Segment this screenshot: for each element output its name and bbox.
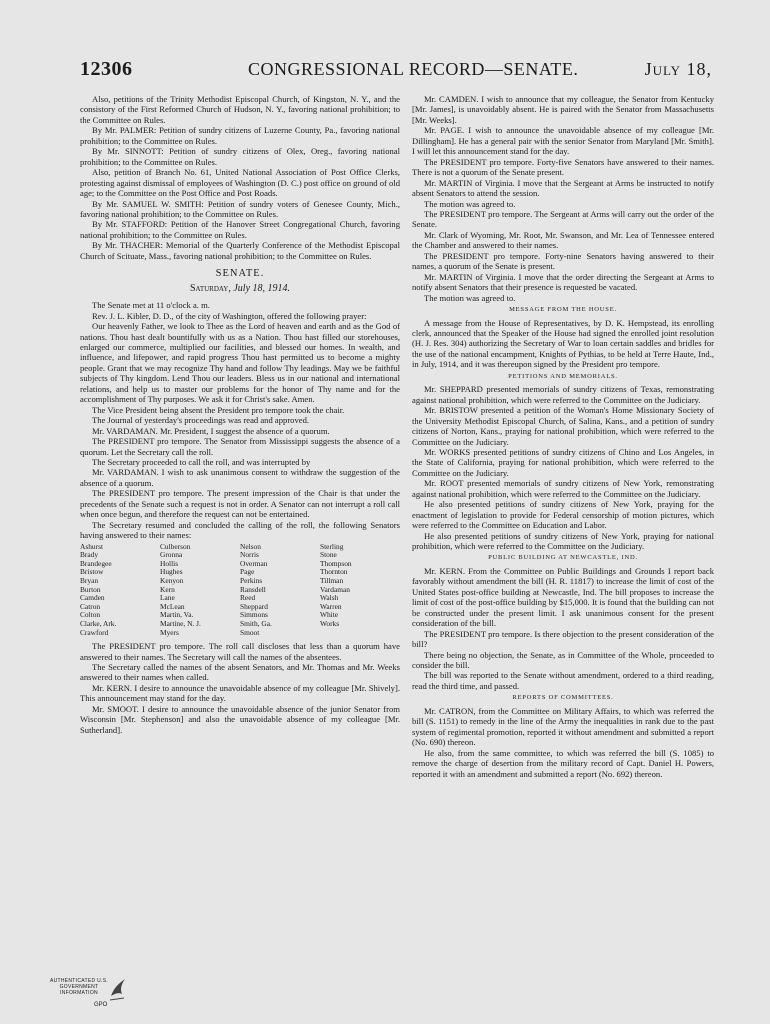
heading-message-house: MESSAGE FROM THE HOUSE. — [509, 306, 617, 314]
paragraph: The Secretary proceeded to call the roll, and was interrupted by — [92, 456, 311, 467]
senator-name: Clarke, Ark. — [80, 618, 117, 628]
page-header — [80, 58, 712, 88]
senator-name: Thornton — [320, 567, 348, 577]
senator-name: Stone — [320, 550, 337, 560]
senator-name: Smith, Ga. — [240, 618, 272, 628]
senator-name: Brady — [80, 550, 99, 560]
senator-name: Sterling — [320, 541, 344, 551]
right-message — [412, 318, 714, 370]
senator-name: Culberson — [160, 541, 191, 551]
paragraph: The motion was agreed to. — [424, 198, 516, 209]
paragraph: Mr. PAGE. I wish to announce the unavoidable absence of my colleague [Mr. Dillingham]. He has a general pair with the senior Senator from Maryland [Mr. Smith]. I will let this announcement stand for the day. — [412, 125, 714, 157]
senator-name: Crawford — [80, 627, 109, 637]
right-quorum — [412, 94, 714, 303]
paragraph: The Senate met at 11 o'clock a. m. — [92, 300, 210, 311]
session-date-text: July 18, 1914. — [233, 282, 291, 294]
paragraph: Rev. J. L. Kibler, D. D., of the city of Washington, offered the following prayer: — [92, 310, 367, 321]
paragraph: He also presented petitions of sundry citizens of New York, praying for the enactment of legislation to provide for Federal censorship of motion pictures, which were referred to the Committee on Education and Labor. — [412, 499, 714, 531]
paragraph: By Mr. THACHER: Memorial of the Quarterly Conference of the Methodist Episcopal Church of Scituate, Mass., favoring national prohibition; to the Committee on Rules. — [80, 240, 400, 261]
senator-name: Simmons — [240, 610, 268, 620]
paragraph: There being no objection, the Senate, as in Committee of the Whole, proceeded to consider the bill. — [412, 649, 714, 671]
senate-heading: SENATE. — [215, 268, 265, 280]
senator-name: Nelson — [240, 541, 261, 551]
left-petitions — [80, 94, 400, 261]
header-date: July 18, — [644, 59, 712, 79]
senator-name: Warren — [320, 601, 342, 611]
senator-name: Myers — [160, 627, 179, 637]
paragraph: Mr. MARTIN of Virginia. I move that the Sergeant at Arms be instructed to notify absent Senators to attend the session. — [412, 177, 714, 199]
session-day: Saturday, — [189, 282, 231, 294]
record-title: CONGRESSIONAL RECORD—SENATE. — [248, 59, 579, 79]
senator-name: White — [320, 610, 339, 620]
senator-name: Page — [240, 567, 255, 577]
senator-name: Vardaman — [320, 584, 350, 594]
paragraph: By Mr. SAMUEL W. SMITH: Petition of sundry voters of Genesee County, Mich., favoring national prohibition; to the Committee on Rules. — [80, 198, 400, 219]
right-column — [412, 94, 714, 779]
gpo-seal — [44, 972, 130, 1016]
paragraph: Mr. CAMDEN. I wish to announce that my colleague, the Senator from Kentucky [Mr. James], is unavoidably absent. He is paired with the Senator from Massachusetts [Mr. Weeks]. — [412, 94, 714, 125]
left-proceedings — [80, 300, 400, 540]
paragraph: Mr. WORKS presented petitions of sundry citizens of Chino and Los Angeles, in the State of California, praying for national prohibition, which were referred to the Committee on the Judiciary. — [412, 446, 714, 478]
senator-name: Kern — [160, 584, 175, 594]
paragraph: The PRESIDENT pro tempore. The roll call discloses that less than a quorum have answered to their names. The Secretary will call the names of the absentees. — [80, 641, 400, 662]
eagle-icon — [108, 976, 128, 1002]
name-column — [80, 543, 160, 638]
senator-name: Smoot — [240, 627, 260, 637]
paragraph: Mr. MARTIN of Virginia. I move that the order directing the Sergeant at Arms to notify absent Senators that their presence is requested be vacated. — [412, 271, 714, 293]
senator-name: Brandegee — [80, 558, 112, 568]
senator-name: Hughes — [160, 567, 183, 577]
senator-name: Kenyon — [160, 575, 184, 585]
senator-name: Ashurst — [80, 541, 103, 551]
paragraph: The PRESIDENT pro tempore. The Sergeant at Arms will carry out the order of the Senate. — [412, 208, 714, 230]
name-column — [160, 543, 240, 638]
right-reports — [412, 706, 714, 779]
paragraph: The PRESIDENT pro tempore. Forty-nine Senators having answered to their names, a quorum of the Senate is present. — [412, 250, 714, 272]
paragraph: Mr. SMOOT. I desire to announce the unavoidable absence of the junior Senator from Wisconsin [Mr. Stephenson] and also the unavoidable absence of my colleague [Mr. Sutherland]. — [80, 703, 400, 735]
senator-name: Camden — [80, 593, 105, 603]
senator-name: Martin, Va. — [160, 610, 194, 620]
paragraph: The PRESIDENT pro tempore. The present impression of the Chair is that under the precedents of the Senate such a request is not in order. A Senator can not interrupt a roll call when once begun, and therefore the request can not be entertained. — [80, 488, 400, 520]
senator-name: Overman — [240, 558, 268, 568]
paragraph: Also, petitions of the Trinity Methodist Episcopal Church, of Kingston, N. Y., and the consistory of the First Reformed Church of Hudson, N. Y., favoring national prohibition; to the Committee on Rules. — [80, 94, 400, 125]
senator-name: Sheppard — [240, 601, 268, 611]
paragraph: The motion was agreed to. — [424, 292, 516, 303]
paragraph: Mr. KERN. I desire to announce the unavoidable absence of my colleague [Mr. Shively]. This announcement may stand for the day. — [80, 682, 400, 704]
paragraph: The Secretary called the names of the absent Senators, and Mr. Thomas and Mr. Weeks answered to their names when called. — [80, 662, 400, 683]
paragraph: The Vice President being absent the President pro tempore took the chair. — [92, 404, 345, 415]
senator-name: Burton — [80, 584, 101, 594]
paragraph: The Journal of yesterday's proceedings was read and approved. — [92, 415, 310, 426]
right-petitions — [412, 384, 714, 551]
name-column — [320, 543, 400, 638]
paragraph: Mr. CATRON, from the Committee on Military Affairs, to which was referred the bill (S. 1151) to remedy in the line of the Army the inequalities in rank due to the past system of regimental promotion, reported it without amendment and submitted a report (No. 690) thereon. — [412, 705, 714, 748]
paragraph: Our heavenly Father, we look to Thee as the Lord of heaven and earth and as the God of nations. Thou hast dealt bountifully with us as a Nation. Thou hast filled our storehouses, enlarged our commerce, multiplied our facilities, and blessed our homes. In wealth, and influence, and lifepower, and rapid progress Thou hast permitted us to become a mighty people. Grant that we may recognize Thy hand and follow Thy leadings. May we be faithful subjects of Thy kingdom. Lend Thou our leaders. Bless us in our national and international relations, and help us to master our problems for the honor of Thy name and for the accomplishment of Thy purposes. We ask it for Christ's sake. Amen. — [80, 321, 400, 405]
page-number: 12306 — [80, 58, 133, 80]
senator-name: Walsh — [320, 593, 339, 603]
paragraph: Mr. Clark of Wyoming, Mr. Root, Mr. Swanson, and Mr. Lea of Tennessee entered the Chamber and answered to their names. — [412, 229, 714, 251]
heading-petitions: PETITIONS AND MEMORIALS. — [508, 372, 618, 380]
senator-name: Colton — [80, 610, 101, 620]
senator-name: Reed — [240, 593, 256, 603]
senator-name: Lane — [160, 593, 175, 603]
senator-name: Thompson — [320, 558, 352, 568]
paragraph: Mr. SHEPPARD presented memorials of sundry citizens of Texas, remonstrating against national prohibition, which were referred to the Committee on the Judiciary. — [412, 384, 714, 405]
senator-name: Gronna — [160, 550, 183, 560]
paragraph: The PRESIDENT pro tempore. The Senator from Mississippi suggests the absence of a quorum. Let the Secretary call the roll. — [80, 436, 400, 457]
heading-public-building: PUBLIC BUILDING AT NEWCASTLE, IND. — [488, 554, 638, 562]
paragraph: The PRESIDENT pro tempore. Is there objection to the present consideration of the bill? — [412, 628, 714, 650]
senator-name: Perkins — [240, 575, 263, 585]
paragraph: A message from the House of Representatives, by D. K. Hempstead, its enrolling clerk, announced that the Speaker of the House had signed the enrolled joint resolution (H. J. Res. 304) authorizing the Secretary of War to loan certain saddles and bridles for the use of the national encampment, Knights of Pythias, to be held at Terre Haute, Ind., in July, 1914, and it was thereupon signed by the President pro tempore. — [412, 317, 714, 370]
paragraph: Mr. KERN. From the Committee on Public Buildings and Grounds I report back favorably without amendment the bill (H. R. 11817) to increase the limit of cost of the United States post-office building at Newcastle, Ind. The bill proposes to increase the limit of cost of the post-office building by $15,000. It is found that the building can not be constructed under the present limit. I ask unanimous consent for the present consideration of the bill. — [412, 565, 714, 629]
senator-name: Norris — [240, 550, 259, 560]
senator-name: Bryan — [80, 575, 99, 585]
paragraph: By Mr. SINNOTT: Petition of sundry citizens of Olex, Oreg., favoring national prohibition; to the Committee on Rules. — [80, 146, 400, 167]
senator-name: McLean — [160, 601, 185, 611]
senator-name: Tillman — [320, 575, 344, 585]
senator-name: Hollis — [160, 558, 179, 568]
heading-reports: REPORTS OF COMMITTEES. — [512, 694, 614, 702]
roll-call-names — [80, 543, 400, 638]
paragraph: The PRESIDENT pro tempore. Forty-five Senators have answered to their names. There is not a quorum of the Senate present. — [412, 156, 714, 178]
paragraph: By Mr. STAFFORD: Petition of the Hanover Street Congregational Church, favoring national prohibition; to the Committee on Rules. — [80, 219, 400, 240]
paragraph: By Mr. PALMER: Petition of sundry citizens of Luzerne County, Pa., favoring national prohibition; to the Committee on Rules. — [80, 125, 400, 146]
gpo-seal-text: AUTHENTICATED U.S. GOVERNMENT INFORMATION — [49, 978, 109, 996]
paragraph: He also, from the same committee, to which was referred the bill (S. 1085) to remove the charge of desertion from the military record of Capt. Daniel H. Powers, reported it with an amendment and submitted a report (No. 692) thereon. — [412, 747, 714, 779]
paragraph: Mr. VARDAMAN. I wish to ask unanimous consent to withdraw the suggestion of the absence of a quorum. — [80, 467, 400, 488]
paragraph: Also, petition of Branch No. 61, United National Association of Post Office Clerks, protesting against dismissal of employees of Washington (D. C.) post office on ground of old age; to the Committee on the Post Office and Post Roads. — [80, 167, 400, 199]
session-date — [80, 284, 400, 294]
senator-name: Works — [320, 618, 340, 628]
paragraph: The Secretary resumed and concluded the calling of the roll, the following Senators having answered to their names: — [80, 519, 400, 541]
paragraph: Mr. ROOT presented memorials of sundry citizens of New York, remonstrating against national prohibition, which were referred to the Committee on the Judiciary. — [412, 478, 714, 499]
senator-name: Ransdell — [240, 584, 266, 594]
paragraph: Mr. VARDAMAN. Mr. President, I suggest the absence of a quorum. — [92, 425, 330, 436]
name-column — [240, 543, 320, 638]
paragraph: He also presented petitions of sundry citizens of New York, praying for national prohibition, which were referred to the Committee on the Judiciary. — [412, 530, 714, 552]
paragraph: The bill was reported to the Senate without amendment, ordered to a third reading, read the third time, and passed. — [412, 670, 714, 691]
right-public-building — [412, 566, 714, 691]
paragraph: Mr. BRISTOW presented a petition of the Woman's Home Missionary Society of the University Methodist Episcopal Church, of Salina, Kans., and a petition of sundry citizens of Norton, Kans., praying for national prohibition, which were referred to the Committee on the Judiciary. — [412, 405, 714, 447]
senator-name: Catron — [80, 601, 101, 611]
gpo-label: GPO — [94, 1002, 108, 1008]
senator-name: Martine, N. J. — [160, 618, 201, 628]
senator-name: Bristow — [80, 567, 104, 577]
left-announcements — [80, 641, 400, 735]
left-column — [80, 94, 400, 735]
